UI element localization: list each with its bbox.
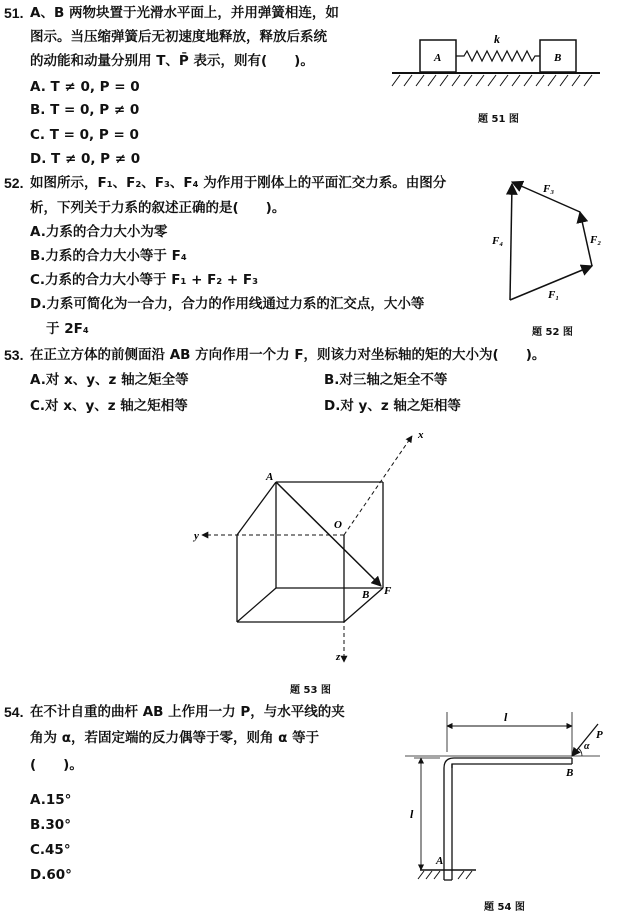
label-f: F (384, 585, 392, 597)
label-f2: F₂ (590, 234, 602, 246)
label-a: A (266, 471, 274, 483)
label-f1: F₁ (548, 289, 560, 301)
label-f3: F₃ (543, 183, 555, 195)
question-53-option-d: D.对 y、z 轴之矩相等 (324, 398, 461, 414)
question-53-number: 53. (4, 347, 24, 363)
label-o: O (334, 519, 342, 531)
question-51-option-d: D. T ≠ 0, P ≠ 0 (30, 151, 141, 167)
label-a: A (436, 855, 444, 867)
label-block-b: B (554, 52, 562, 64)
question-54-option-c: C.45° (30, 842, 71, 858)
label-b: B (566, 767, 574, 779)
question-51-number: 51. (4, 5, 24, 21)
question-52-text-line-2: 析，下列关于力系的叙述正确的是( )。 (30, 200, 286, 216)
label-alpha: α (584, 741, 590, 752)
question-52-text-line-1: 如图所示，F₁、F₂、F₃、F₄ 为作用于刚体上的平面汇交力系。由图分 (30, 175, 447, 191)
figure-51-caption: 题 51 图 (478, 114, 519, 125)
question-52-number: 52. (4, 175, 24, 191)
figure-54-caption: 题 54 图 (484, 902, 525, 913)
support-hatching (418, 871, 472, 879)
label-y: y (194, 530, 199, 542)
question-52-option-b: B.力系的合力大小等于 F₄ (30, 248, 187, 264)
question-53-option-c: C.对 x、y、z 轴之矩相等 (30, 398, 188, 414)
label-p: P (596, 729, 603, 741)
angle-arc (578, 748, 582, 756)
figure-53-caption: 题 53 图 (290, 685, 331, 696)
label-x: x (418, 429, 424, 441)
label-l-side: l (410, 807, 414, 821)
question-54-option-d: D.60° (30, 867, 72, 883)
question-52-option-a: A.力系的合力大小为零 (30, 224, 168, 240)
question-53-option-b: B.对三轴之矩全不等 (324, 372, 448, 388)
question-53-text-line-1: 在正立方体的前侧面沿 AB 方向作用一个力 F，则该力对坐标轴的矩的大小为( )。 (30, 347, 546, 363)
question-54-option-a: A.15° (30, 792, 72, 808)
question-52-option-d: D.力系可简化为一合力，合力的作用线通过力系的汇交点，大小等 (30, 296, 425, 312)
rod-horizontal (444, 758, 572, 768)
question-54-text-line-1: 在不计自重的曲杆 AB 上作用一力 P，与水平线的夹 (30, 704, 345, 720)
label-f4: F₄ (492, 235, 504, 247)
question-51-text-line-3: 的动能和动量分别用 T、P̄ 表示，则有( )。 (30, 53, 314, 69)
question-51-option-c: C. T = 0, P = 0 (30, 127, 139, 143)
label-z: z (336, 651, 341, 663)
rod-vertical (444, 764, 452, 880)
question-54-number: 54. (4, 704, 24, 720)
question-51-option-a: A. T ≠ 0, P = 0 (30, 79, 140, 95)
label-l-top: l (504, 710, 508, 724)
question-52-option-c: C.力系的合力大小等于 F₁ + F₂ + F₃ (30, 272, 259, 288)
question-51-text-line-2: 图示。当压缩弹簧后无初速度地释放，释放后系统 (30, 29, 327, 45)
figure-52-caption: 题 52 图 (532, 327, 573, 338)
label-b: B (362, 589, 370, 601)
question-51-option-b: B. T = 0, P ≠ 0 (30, 102, 140, 118)
question-53-option-a: A.对 x、y、z 轴之矩全等 (30, 372, 189, 388)
question-51-text-line-1: A、B 两物块置于光滑水平面上，并用弹簧相连，如 (30, 5, 339, 21)
question-54-option-b: B.30° (30, 817, 71, 833)
question-54-text-line-3: ( )。 (30, 757, 83, 773)
label-block-a: A (434, 52, 442, 64)
question-54-text-line-2: 角为 α，若固定端的反力偶等于零，则角 α 等于 (30, 730, 320, 746)
question-52-option-d-cont: 于 2F₄ (46, 321, 89, 337)
label-spring-k: k (494, 32, 500, 46)
